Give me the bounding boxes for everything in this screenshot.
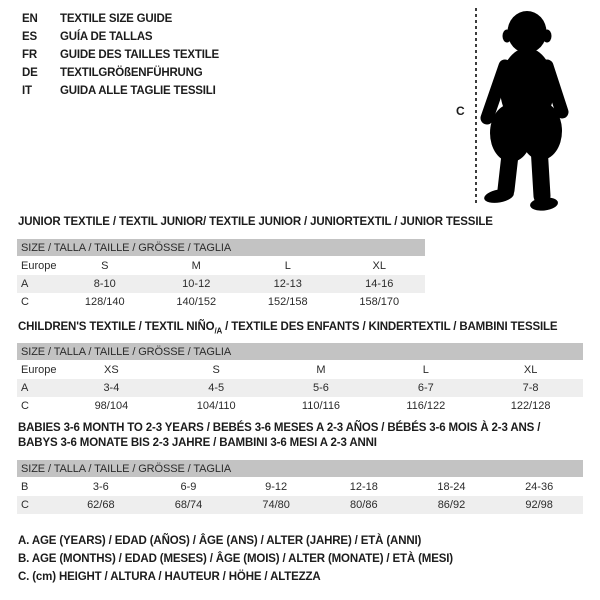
- size-cell: 4-5: [164, 379, 269, 397]
- size-cell: XL: [372, 260, 386, 272]
- size-cell: 158/170: [359, 296, 400, 308]
- junior-table-title: JUNIOR TEXTILE / TEXTIL JUNIOR/ TEXTILE JUNIOR / JUNIORTEXTIL / JUNIOR TESSILE: [18, 216, 493, 228]
- size-cell: 3-6: [92, 481, 109, 493]
- footnote-height-cm: C. (cm) HEIGHT / ALTURA / HAUTEUR / HÖHE / ALTEZZA: [18, 571, 321, 583]
- table-row: [17, 361, 583, 380]
- language-list: [22, 10, 219, 100]
- size-cell: XL: [523, 364, 538, 376]
- row-label: Europe: [21, 260, 57, 272]
- size-cell: 8-10: [59, 275, 151, 293]
- size-header-bar: SIZE / TALLA / TAILLE / GRÖSSE / TAGLIA: [17, 343, 583, 361]
- height-measure-dashed-line: [475, 8, 477, 206]
- language-row: [22, 10, 219, 28]
- size-cell: 12-13: [242, 275, 334, 293]
- children-title-text: CHILDREN'S TEXTILE / TEXTIL NIÑO: [18, 321, 215, 333]
- language-title: GUÍA DE TALLAS: [60, 31, 153, 43]
- size-cell: XS: [104, 364, 119, 376]
- size-cell: 24-36: [525, 481, 554, 493]
- language-row: [22, 82, 219, 100]
- size-cell: 3-4: [59, 379, 164, 397]
- size-cell: 5-6: [269, 379, 374, 397]
- height-measure-label: C: [456, 104, 465, 118]
- babies-table-title: [18, 421, 540, 451]
- junior-size-table: [17, 239, 425, 311]
- size-cell: 6-9: [180, 481, 197, 493]
- size-cell: S: [212, 364, 220, 376]
- language-code: DE: [22, 67, 38, 79]
- size-cell: 6-7: [373, 379, 478, 397]
- size-cell: 9-12: [265, 481, 288, 493]
- row-label: B: [21, 481, 29, 493]
- size-cell: 18-24: [437, 481, 466, 493]
- baby-silhouette-icon: [478, 6, 574, 212]
- table-row: [17, 496, 583, 514]
- size-cell: L: [422, 364, 429, 376]
- row-label: C: [21, 400, 29, 412]
- row-label: A: [17, 379, 59, 397]
- row-label: Europe: [21, 364, 57, 376]
- footnote-age-months: B. AGE (MONTHS) / EDAD (MESES) / ÂGE (MOIS) / ALTER (MONATE) / ETÀ (MESI): [18, 553, 453, 565]
- size-cell: 104/110: [196, 400, 236, 412]
- size-cell: 10-12: [151, 275, 243, 293]
- language-code: IT: [22, 85, 32, 97]
- size-cell: 80/86: [320, 496, 408, 514]
- language-title: TEXTILGRÖßENFÜHRUNG: [60, 67, 203, 79]
- babies-size-table: [17, 460, 583, 514]
- size-header-bar: SIZE / TALLA / TAILLE / GRÖSSE / TAGLIA: [17, 460, 583, 478]
- footnotes: [18, 532, 453, 586]
- size-cell: L: [284, 260, 291, 272]
- language-title: GUIDA ALLE TAGLIE TESSILI: [60, 85, 216, 97]
- size-cell: 92/98: [495, 496, 583, 514]
- row-label: A: [17, 275, 59, 293]
- size-cell: 7-8: [478, 379, 583, 397]
- size-cell: 98/104: [94, 400, 129, 412]
- language-title: TEXTILE SIZE GUIDE: [60, 13, 173, 25]
- size-header-bar: SIZE / TALLA / TAILLE / GRÖSSE / TAGLIA: [17, 239, 425, 257]
- language-row: [22, 46, 219, 64]
- table-row: [17, 397, 583, 415]
- language-code: EN: [22, 13, 38, 25]
- size-cell: 14-16: [334, 275, 426, 293]
- table-row: [17, 257, 425, 276]
- table-row: [17, 275, 425, 293]
- size-cell: 12-18: [349, 481, 378, 493]
- children-title-text-cont: / TEXTILE DES ENFANTS / KINDERTEXTIL / BAMBINI TESSILE: [222, 321, 558, 333]
- children-title-subscript: /A: [214, 326, 223, 336]
- table-row: [17, 293, 425, 311]
- size-cell: 116/122: [406, 400, 446, 412]
- size-cell: M: [316, 364, 326, 376]
- size-cell: 110/116: [301, 400, 341, 412]
- size-cell: 74/80: [232, 496, 320, 514]
- size-cell: S: [101, 260, 109, 272]
- language-row: [22, 64, 219, 82]
- size-cell: 68/74: [145, 496, 233, 514]
- size-cell: 86/92: [408, 496, 496, 514]
- row-label: C: [17, 496, 57, 514]
- language-code: ES: [22, 31, 37, 43]
- children-table-title: [18, 321, 557, 335]
- size-cell: 128/140: [84, 296, 125, 308]
- size-cell: 140/152: [176, 296, 217, 308]
- children-size-table: [17, 343, 583, 415]
- row-label: C: [21, 296, 29, 308]
- size-cell: M: [191, 260, 201, 272]
- babies-title-line-2: BABYS 3-6 MONATE BIS 2-3 JAHRE / BAMBINI 3-6 MESI A 2-3 ANNI: [18, 437, 377, 449]
- language-code: FR: [22, 49, 37, 61]
- language-row: [22, 28, 219, 46]
- table-row: [17, 478, 583, 497]
- size-cell: 62/68: [57, 496, 145, 514]
- size-cell: 122/128: [510, 400, 551, 412]
- footnote-age-years: A. AGE (YEARS) / EDAD (AÑOS) / ÂGE (ANS) / ALTER (JAHRE) / ETÀ (ANNI): [18, 535, 422, 547]
- language-title: GUIDE DES TAILLES TEXTILE: [60, 49, 219, 61]
- table-row: [17, 379, 583, 397]
- babies-title-line-1: BABIES 3-6 MONTH TO 2-3 YEARS / BEBÉS 3-6 MESES A 2-3 AÑOS / BÉBÉS 3-6 MOIS À 2-3 ANS /: [18, 422, 541, 434]
- size-cell: 152/158: [267, 296, 308, 308]
